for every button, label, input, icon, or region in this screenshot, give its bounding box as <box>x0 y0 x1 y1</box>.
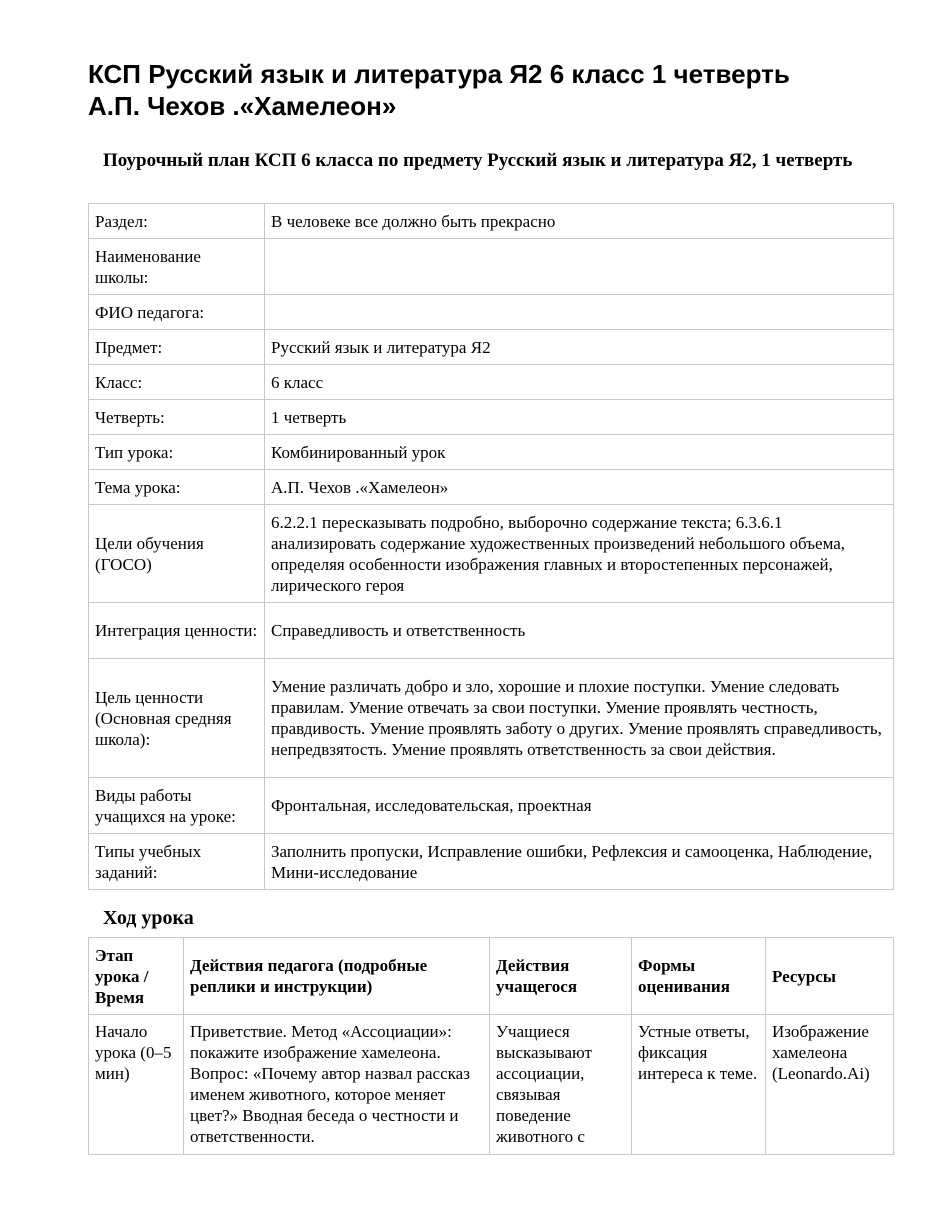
lesson-flow-heading: Ход урока <box>103 907 194 929</box>
header-resources: Ресурсы <box>766 938 894 1015</box>
info-value: Фронтальная, исследовательская, проектная <box>265 778 894 834</box>
info-row-objectives <box>89 505 894 603</box>
cell-assessment: Устные ответы, фиксация интереса к теме. <box>632 1015 766 1155</box>
lesson-header-row <box>89 938 894 1015</box>
info-value <box>265 295 894 330</box>
header-teacher-actions: Действия педагога (подробные реплики и инструкции) <box>184 938 490 1015</box>
info-label: Четверть: <box>89 400 265 435</box>
info-value: 1 четверть <box>265 400 894 435</box>
info-row-value-integration <box>89 603 894 659</box>
info-value: Русский язык и литература Я2 <box>265 330 894 365</box>
info-value: Справедливость и ответственность <box>265 603 894 659</box>
info-value: Умение различать добро и зло, хорошие и плохие поступки. Умение следовать правилам. Умение отвечать за свои поступки. Умение проявлять честность, правдивость. Умение проявлять заботу о других. Умение проявлять справедливость, непредвзятость. Умение проявлять ответственность за свои действия. <box>265 659 894 778</box>
info-value: 6 класс <box>265 365 894 400</box>
info-row-subject <box>89 330 894 365</box>
cell-student-actions: Учащиеся высказывают ассоциации, связывая поведение животного с <box>490 1015 632 1155</box>
info-value: Комбинированный урок <box>265 435 894 470</box>
info-row-school <box>89 239 894 295</box>
lesson-info-table <box>88 203 894 890</box>
info-row-quarter <box>89 400 894 435</box>
info-value <box>265 239 894 295</box>
cell-teacher-actions: Приветствие. Метод «Ассоциации»: покажите изображение хамелеона. Вопрос: «Почему автор назвал рассказ именем животного, которое меняет цвет?» Вводная беседа о честности и ответственности. <box>184 1015 490 1155</box>
info-label: ФИО педагога: <box>89 295 265 330</box>
info-value: 6.2.2.1 пересказывать подробно, выборочно содержание текста; 6.3.6.1 анализировать содержание художественных произведений небольшого объема, определяя особенности изображения главных и второстепенных персонажей, лирического героя <box>265 505 894 603</box>
info-label: Тип урока: <box>89 435 265 470</box>
info-label: Предмет: <box>89 330 265 365</box>
header-stage: Этап урока / Время <box>89 938 184 1015</box>
info-row-lesson-type <box>89 435 894 470</box>
info-row-section <box>89 204 894 239</box>
info-row-value-goal <box>89 659 894 778</box>
lesson-flow-table <box>88 937 894 1155</box>
info-label: Наименование школы: <box>89 239 265 295</box>
info-row-task-types <box>89 834 894 890</box>
header-student-actions: Действия учащегося <box>490 938 632 1015</box>
info-label: Тема урока: <box>89 470 265 505</box>
info-label: Интеграция ценности: <box>89 603 265 659</box>
document-title-line-1: КСП Русский язык и литература Я2 6 класс 1 четверть <box>88 59 790 89</box>
info-label: Типы учебных заданий: <box>89 834 265 890</box>
info-row-grade <box>89 365 894 400</box>
info-row-topic <box>89 470 894 505</box>
info-label: Класс: <box>89 365 265 400</box>
document-title <box>88 58 908 122</box>
info-value: А.П. Чехов .«Хамелеон» <box>265 470 894 505</box>
lesson-row-start <box>89 1015 894 1155</box>
info-label: Виды работы учащихся на уроке: <box>89 778 265 834</box>
info-row-work-types <box>89 778 894 834</box>
info-row-teacher <box>89 295 894 330</box>
info-label: Раздел: <box>89 204 265 239</box>
header-assessment: Формы оценивания <box>632 938 766 1015</box>
cell-resources: Изображение хамелеона (Leonardo.Ai) <box>766 1015 894 1155</box>
info-label: Цель ценности (Основная средняя школа): <box>89 659 265 778</box>
document-title-line-2: А.П. Чехов .«Хамелеон» <box>88 91 397 121</box>
info-label: Цели обучения (ГОСО) <box>89 505 265 603</box>
plan-heading: Поурочный план КСП 6 класса по предмету Русский язык и литература Я2, 1 четверть <box>103 150 853 171</box>
info-value: В человеке все должно быть прекрасно <box>265 204 894 239</box>
info-value: Заполнить пропуски, Исправление ошибки, Рефлексия и самооценка, Наблюдение, Мини-исследование <box>265 834 894 890</box>
cell-stage: Начало урока (0–5 мин) <box>89 1015 184 1155</box>
